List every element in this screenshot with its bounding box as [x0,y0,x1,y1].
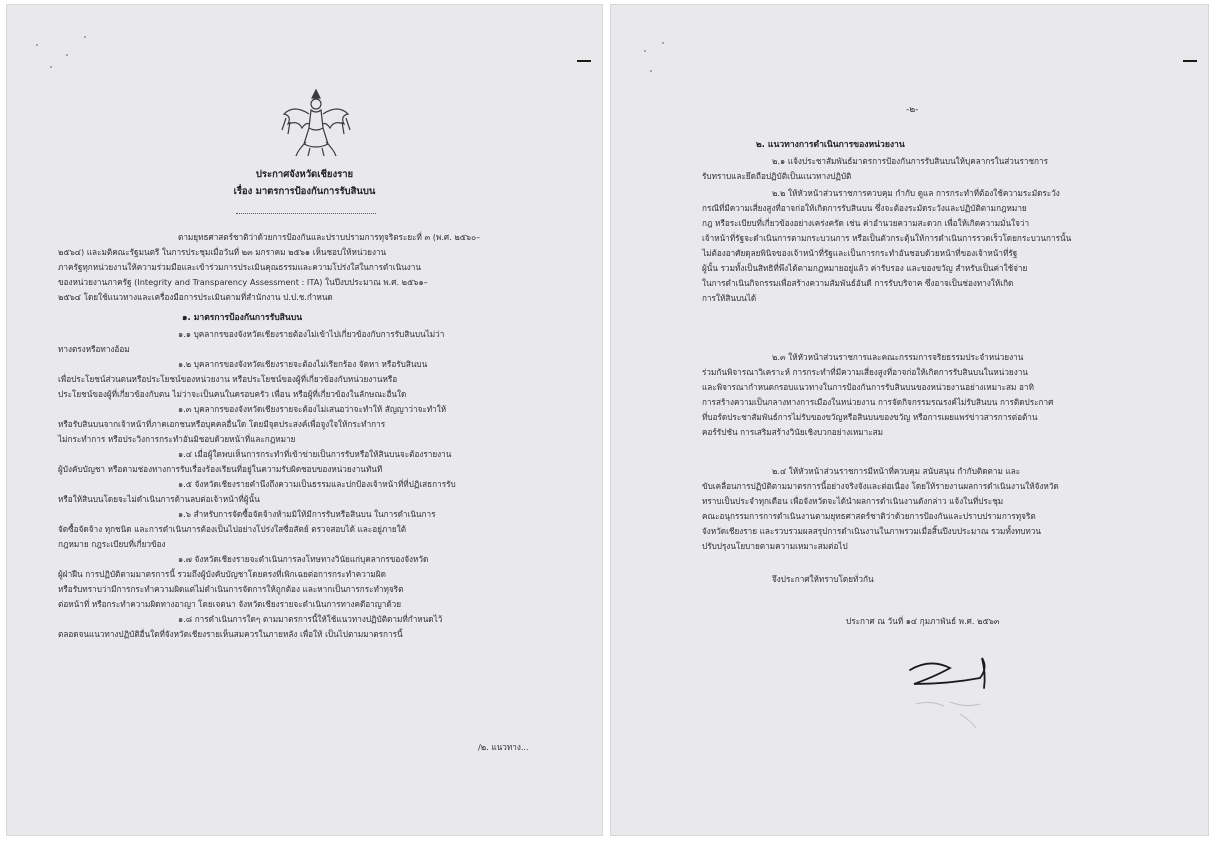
document-page-2 [610,4,1209,836]
closing-statement: จึงประกาศให้ทราบโดยทั่วกัน [772,574,874,584]
body-line: ปรับปรุงนโยบายตามความเหมาะสมต่อไป [702,541,848,551]
body-line: จังหวัดเชียงราย และรวบรวมผลสรุปการดำเนินงานในภาพรวมเมื่อสิ้นปีงบประมาณ รวมทั้งทบทวน [702,526,1042,536]
body-line: รับทราบและยึดถือปฏิบัติเป็นแนวทางปฏิบัติ [702,171,852,181]
body-line: ไม่ต้องอาศัยดุลยพินิจของเจ้าหน้าที่รัฐและเป็นการกระทำอันชอบด้วยหน้าที่ของเจ้าหน้าที่รัฐ [702,248,1018,258]
intro-line: ๒๕๖๔) และมติคณะรัฐมนตรี ในการประชุมเมื่อวันที่ ๒๓ มกราคม ๒๕๖๑ เห็นชอบให้หน่วยงาน [58,247,387,257]
body-line: ๑.๓ บุคลากรของจังหวัดเชียงรายจะต้องไม่เสนอว่าจะทำให้ สัญญาว่าจะทำให้ [178,404,447,414]
body-line: คอร์รัปชัน การเสริมสร้างวินัยเชิงบวกอย่างเหมาะสม [702,427,884,437]
body-line: การให้สินบนได้ [702,293,757,303]
body-line: จัดซื้อจัดจ้าง ทุกชนิด และการดำเนินการต้องเป็นไปอย่างโปร่งใสซื่อสัตย์ ตรวจสอบได้ และอยู่ภายใต้ [58,524,407,534]
announcement-date: ประกาศ ณ วันที่ ๑๔ กุมภาพันธ์ พ.ศ. ๒๕๖๓ [846,616,1000,626]
body-line: กฎ หรือระเบียบที่เกี่ยวข้องอย่างเคร่งครัด เช่น ค่าอำนวยความสะดวก เพื่อให้เกิดความมั่นใจว่า [702,218,1030,228]
intro-line: ของหน่วยงานภาครัฐ (Integrity and Transparency Assessment : ITA) ในปีงบประมาณ พ.ศ. ๒๕๖๑– [58,277,428,287]
scan-speck [50,66,52,68]
body-line: หรือรับทราบว่ามีการกระทำความผิดแต่ไม่ดำเนินการจัดการให้ถูกต้อง และหากเป็นการกระทำทุจริต [58,584,404,594]
garuda-emblem [278,84,354,158]
signature [900,654,1000,694]
body-line: ๒.๑ แจ้งประชาสัมพันธ์มาตรการป้องกันการรับสินบนให้บุคลากรในส่วนราชการ [772,156,1048,166]
scan-speck [662,42,664,44]
section-2-title: ๒. แนวทางการดำเนินการของหน่วยงาน [756,140,905,150]
body-line: และพิจารณากำหนดกรอบแนวทางในการป้องกันการรับสินบนของหน่วยงานอย่างเหมาะสม อาทิ [702,382,1034,392]
body-line: ๑.๑ บุคลากรของจังหวัดเชียงรายต้องไม่เข้าไปเกี่ยวข้องกับการรับสินบนไม่ว่า [178,329,445,339]
body-line: ๒.๒ ให้หัวหน้าส่วนราชการควบคุม กำกับ ดูแล การกระทำที่ต้องใช้ความระมัดระวัง [772,188,1060,198]
body-line: ๒.๔ ให้หัวหน้าส่วนราชการมีหน้าที่ควบคุม สนับสนุน กำกับติดตาม และ [772,466,1021,476]
scan-speck [84,36,86,38]
page-mark [1183,60,1197,62]
continued-marker: /๒. แนวทาง... [478,742,529,752]
body-line: กฎหมาย กฎระเบียบที่เกี่ยวข้อง [58,539,166,549]
body-line: ผู้นั้น รวมทั้งเป็นสิทธิที่พึงได้ตามกฎหมายอยู่แล้ว ค่ารับรอง และของขวัญ สำหรับเป็นค่าใช้จ่าย [702,263,1028,273]
body-line: ๒.๓ ให้หัวหน้าส่วนราชการและคณะกรรมการจริยธรรมประจำหน่วยงาน [772,352,1024,362]
scan-speck [650,70,652,72]
body-line: คณะอนุกรรมการการดำเนินงานตามยุทธศาสตร์ชาติว่าด้วยการป้องกันและปราบปรามการทุจริต [702,511,1036,521]
intro-line: ๒๕๖๔ โดยใช้แนวทางและเครื่องมือการประเมินตามที่สำนักงาน ป.ป.ช.กำหนด [58,292,333,302]
body-line: ๑.๘ การดำเนินการใดๆ ตามมาตรการนี้ให้ใช้แนวทางปฏิบัติตามที่กำหนดไว้ [178,614,443,624]
separator-line [236,213,376,214]
document-page-1 [6,4,603,836]
body-line: ผู้ฝ่าฝืน การปฏิบัติตามมาตรการนี้ รวมถึงผู้บังคับบัญชาโดยตรงที่เพิกเฉยต่อการกระทำความผิด [58,569,386,579]
body-line: เจ้าหน้าที่รัฐจะดำเนินการตามกระบวนการ หรือเป็นตัวกระตุ้นให้การดำเนินการรวดเร็วโดยกระบวนการนั้น [702,233,1072,243]
body-line: ๑.๗ จังหวัดเชียงรายจะดำเนินการลงโทษทางวินัยแก่บุคลากรของจังหวัด [178,554,429,564]
scan-speck [66,54,68,56]
faded-stamp [910,694,990,730]
body-line: ตลอดจนแนวทางปฏิบัติอื่นใดที่จังหวัดเชียงรายเห็นสมควรในภายหลัง เพื่อให้ เป็นไปตามมาตรการนี้ [58,629,403,639]
body-line: หรือให้สินบนโดยจะไม่ดำเนินการด้านลบต่อเจ้าหน้าที่ผู้นั้น [58,494,260,504]
body-line: ร่วมกันพิจารณาวิเคราะห์ การกระทำที่มีความเสี่ยงสูงที่อาจก่อให้เกิดการรับสินบนในหน่วยงาน [702,367,1028,377]
scan-speck [644,50,646,52]
body-line: ผู้บังคับบัญชา หรือตามช่องทางการรับเรื่องร้องเรียนที่อยู่ในความรับผิดชอบของหน่วยงานทันที [58,464,383,474]
body-line: ๑.๖ สำหรับการจัดซื้อจัดจ้างห้ามมิให้มีการรับหรือสินบน ในการดำเนินการ [178,509,436,519]
body-line: กรณีที่มีความเสี่ยงสูงที่อาจก่อให้เกิดการรับสินบน ซึ่งจะต้องระมัดระวังและปฏิบัติตามกฎหมาย [702,203,1027,213]
body-line: ขับเคลื่อนการปฏิบัติตามมาตรการนี้อย่างจริงจังและต่อเนื่อง โดยให้รายงานผลการดำเนินงานให้จังหวัด [702,481,1059,491]
section-1-title: ๑. มาตรการป้องกันการรับสินบน [182,313,303,323]
body-line: ประโยชน์ของผู้ที่เกี่ยวข้องกับตน ไม่ว่าจะเป็นคนในครอบครัว เพื่อน หรือผู้ที่เกี่ยวข้องในลักษณะอื่นใด [58,389,407,399]
body-line: ทางตรงหรือทางอ้อม [58,344,130,354]
page-mark [577,60,591,62]
announcement-heading: ประกาศจังหวัดเชียงราย [255,169,354,180]
body-line: เพื่อประโยชน์ส่วนตนหรือประโยชน์ของหน่วยงาน หรือประโยชน์ของผู้ที่เกี่ยวข้องกับหน่วยงานหรือ [58,374,398,384]
body-line: ที่บอร์ดประชาสัมพันธ์การไม่รับของขวัญหรือสินบนของขวัญ หรือการเผยแพร่ข่าวสารการต่อต้าน [702,412,1038,422]
announcement-subject: เรื่อง มาตรการป้องกันการรับสินบน [233,186,376,197]
body-line: หรือรับสินบนจากเจ้าหน้าที่ภาคเอกชนหรือบุคคลอื่นใด โดยมีจุดประสงค์เพื่อจูงใจให้กระทำการ [58,419,386,429]
body-line: ๑.๕ จังหวัดเชียงรายคำนึงถึงความเป็นธรรมและปกป้องเจ้าหน้าที่ที่ปฏิเสธการรับ [178,479,456,489]
body-line: การสร้างความเป็นกลางทางการเมืองในหน่วยงาน การจัดกิจกรรมรณรงค์ไม่รับสินบน การติดประกาศ [702,397,1054,407]
body-line: ๑.๔ เมื่อผู้ใดพบเห็นการกระทำที่เข้าข่ายเป็นการรับหรือให้สินบนจะต้องรายงาน [178,449,452,459]
body-line: ทราบเป็นประจำทุกเดือน เพื่อจังหวัดจะได้นำผลการดำเนินงานดังกล่าว แจ้งในที่ประชุม [702,496,1004,506]
page-number: -๒- [906,105,919,115]
body-line: ๑.๒ บุคลากรของจังหวัดเชียงรายจะต้องไม่เรียกร้อง จัดหา หรือรับสินบน [178,359,428,369]
body-line: ต่อหน้าที่ หรือกระทำความผิดทางอาญา โดยเจตนา จังหวัดเชียงรายจะดำเนินการทางคดีอาญาด้วย [58,599,402,609]
scan-speck [36,44,38,46]
body-line: ในการดำเนินกิจกรรมเพื่อสร้างความสัมพันธ์อันดี การรับบริจาค ซึ่งอาจเป็นช่องทางให้เกิด [702,278,1014,288]
body-line: ไม่กระทำการ หรือประวิงการกระทำอันมิชอบด้วยหน้าที่และกฎหมาย [58,434,296,444]
intro-line: ภาครัฐทุกหน่วยงานให้ความร่วมมือและเข้าร่วมการประเมินคุณธรรมและความโปร่งใสในการดำเนินงาน [58,262,421,272]
intro-line: ตามยุทธศาสตร์ชาติว่าด้วยการป้องกันและปราบปรามการทุจริตระยะที่ ๓ (พ.ศ. ๒๕๖๐– [178,232,481,242]
